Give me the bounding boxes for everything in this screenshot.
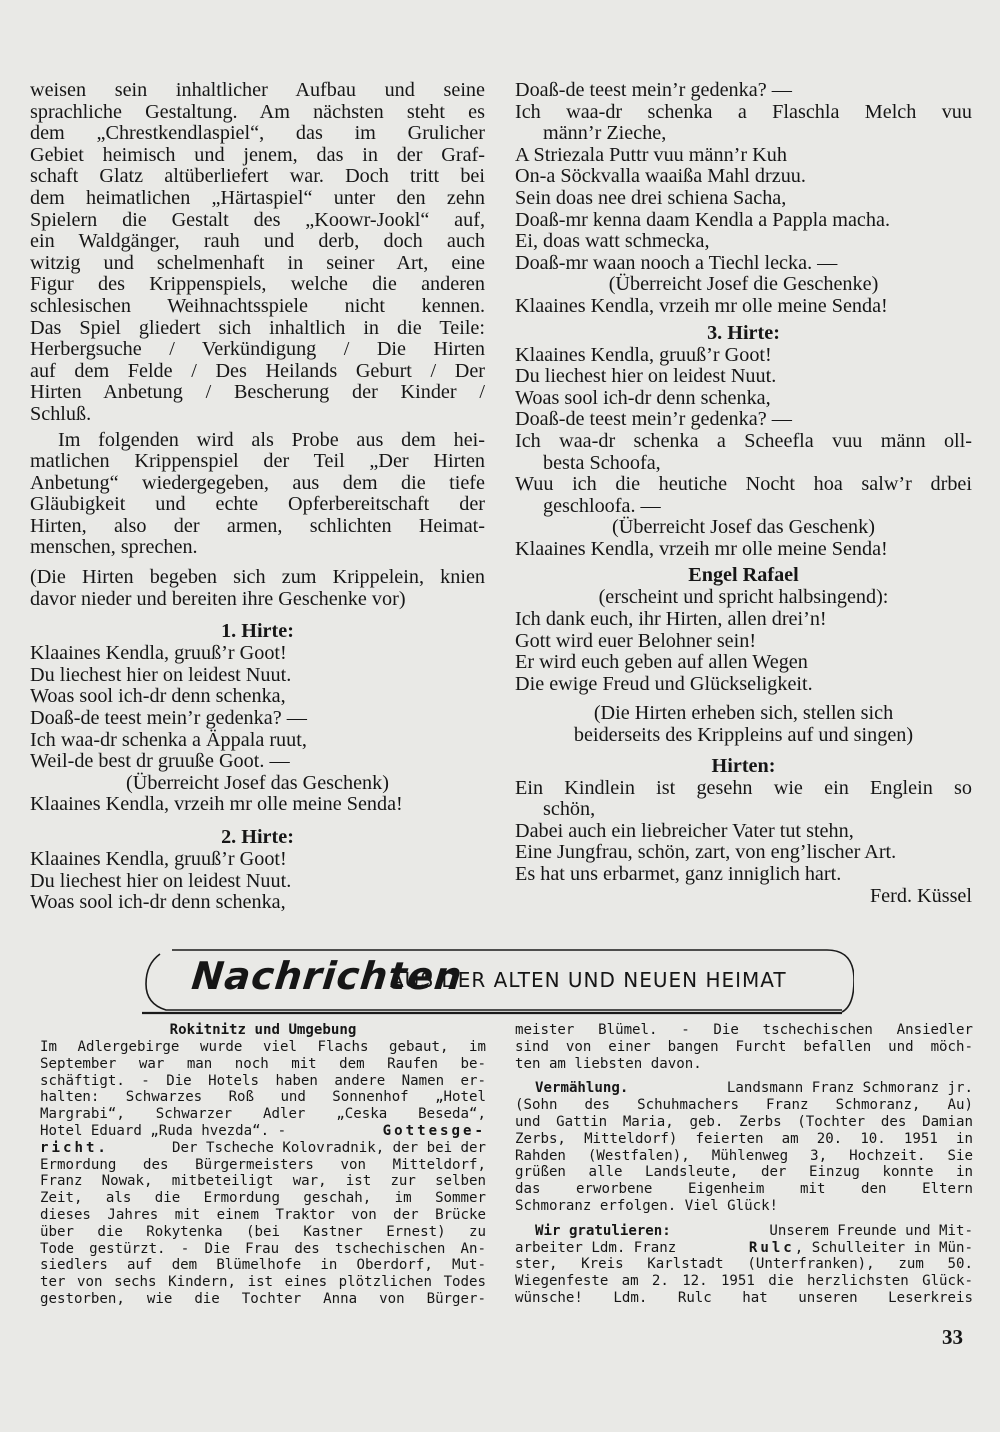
hirte-1-heading: 1. Hirte:: [221, 620, 294, 643]
news-emphasis: Rulc: [748, 1239, 795, 1256]
verse-line: Ich waa-dr schenka a Äppala ruut,: [30, 728, 307, 751]
news-line: ter von sechs Kindern, ist eines plötzlichen Todes: [40, 1274, 486, 1291]
stage-direction: [30, 567, 485, 610]
hirte-2-heading: 2. Hirte:: [221, 826, 294, 848]
news-line: Schmoranz erfolgen. Viel Glück!: [515, 1197, 779, 1214]
verse-line: Es hat uns erbarmet, ganz inniglich hart.: [515, 863, 842, 885]
verse-line: Doaß-de teest mein’r gedenka? —: [30, 707, 307, 730]
text-line: Schluß.: [30, 402, 92, 425]
news-line: halten: Schwarzes Roß und Sonnenhof „Hotel: [40, 1089, 486, 1106]
text-line: Das Spiel gliedert sich inhaltlich in die Teile:: [30, 316, 485, 339]
news-right-column: [515, 1022, 973, 1307]
verse-line: Klaaines Kendla, gruuß’r Goot!: [30, 848, 287, 870]
hirte-3-heading: 3. Hirte:: [707, 321, 780, 344]
news-line: ster, Kreis Karlstadt (Unterfranken), zum 50.: [515, 1256, 973, 1273]
verse-line: Doaß-mr waan nooch a Tiechl lecka. —: [515, 251, 838, 274]
text-line: Im folgenden wird als Probe aus dem hei-: [58, 428, 485, 451]
verse-line: Gott wird euer Belohner sein!: [515, 629, 757, 652]
hirte-3-verse: [515, 345, 972, 561]
news-line: sind von einer bangen Furcht befallen und möch-: [515, 1038, 973, 1055]
verse-line: Ich dank euch, ihr Hirten, allen drei’n!: [515, 608, 827, 631]
news-line: Zerbs, Mitteldorf) feierten am 20. 10. 1951 in: [515, 1130, 973, 1147]
article-right-column: [515, 80, 972, 907]
news-line: [515, 1240, 973, 1257]
news-text: , Schulleiter in Mün-: [794, 1239, 973, 1256]
stage-direction: (Überreicht Josef die Geschenke): [608, 273, 879, 296]
news-line: September war man noch mit dem Raufen be-: [40, 1055, 486, 1072]
verse-line: Ich waa-dr schenka a Scheefla vuu männ oll-: [515, 429, 972, 452]
hirten-song: [515, 778, 972, 908]
news-line: [515, 1080, 973, 1097]
news-line: siedlers auf dem Blümelhofe in Oberdorf, Mut-: [40, 1257, 486, 1274]
hirte-2-verse-end: [515, 80, 972, 318]
engel-verse: [515, 587, 972, 746]
news-line: grüßen alle Landsleute, der Einzug konnte in: [515, 1164, 973, 1181]
stage-direction: (Überreicht Josef das Geschenk): [612, 516, 875, 539]
text-line: ein Waldgänger, rauh und derb, doch auch: [30, 230, 485, 253]
author-signature: Ferd. Küssel: [869, 884, 972, 907]
news-line: [515, 1223, 973, 1240]
text-line: menschen, sprechen.: [30, 536, 198, 559]
text-line: Gebiet heimisch und jenem, das in der Graf-: [30, 143, 485, 166]
stage-direction: (Überreicht Josef das Geschenk): [126, 771, 389, 794]
text-line: Spielern die Gestalt des „Koowr-Jookl“ auf,: [30, 208, 485, 231]
text-line: Hirten Anbetung / Bescherung der Kinder /: [30, 381, 485, 404]
refrain-line: Klaaines Kendla, vrzeih mr olle meine Senda!: [30, 793, 403, 816]
page-number: 33: [942, 1325, 963, 1349]
verse-line: Ich waa-dr schenka a Flaschla Melch vuu: [515, 100, 972, 123]
verse-line: Ein Kindlein ist gesehn wie ein Englein so: [515, 776, 972, 799]
text-line: dem „Chrestkendlaspiel“, das im Grulicher: [30, 122, 485, 145]
stage-direction: (erscheint und spricht halbsingend):: [598, 586, 889, 609]
text-line: Figur des Krippenspiels, welche die anderen: [30, 273, 485, 296]
verse-line: Woas sool ich-dr denn schenka,: [30, 685, 286, 708]
news-line: über die Rokytenka (bei Kastner Ernest) zu: [40, 1223, 486, 1240]
news-line: und Gattin Maria, geb. Zerbs (Tochter des Damian: [515, 1113, 973, 1130]
engel-heading: Engel Rafael: [688, 564, 799, 587]
refrain-line: Klaaines Kendla, vrzeih mr olle meine Senda!: [515, 294, 888, 317]
news-text: Landsmann Franz Schmoranz jr.: [726, 1080, 973, 1097]
stage-direction: beiderseits des Krippleins auf und singen): [573, 724, 914, 747]
intro-paragraph-2: [30, 430, 485, 560]
verse-line: On-a Söckvalla waaißa Mahl drzuu.: [515, 165, 806, 188]
hirte-2-verse-start: [30, 849, 485, 914]
news-line: meister Blümel. - Die tschechischen Ansiedler: [515, 1022, 973, 1038]
verse-line: Ei, doas watt schmecka,: [515, 230, 710, 253]
text-line: sprachliche Gestaltung. Am nächsten steht es: [30, 100, 485, 123]
section-heading: Rokitnitz und Umgebung: [169, 1022, 357, 1038]
verse-line: Weil-de best dr gruuße Goot. —: [30, 750, 290, 773]
verse-line: Du liechest hier on leidest Nuut.: [515, 365, 777, 388]
verse-line: Eine Jungfrau, schön, zart, von eng’lischer Art.: [515, 841, 897, 864]
verse-line: A Striezala Puttr vuu männ’r Kuh: [515, 143, 787, 166]
news-line: Franz Nowak, mitbeteiligt war, ist zur selben: [40, 1173, 486, 1190]
verse-line: männ’r Zieche,: [543, 122, 667, 145]
stage-direction: (Die Hirten erheben sich, stellen sich: [593, 702, 894, 725]
verse-line: Er wird euch geben auf allen Wegen: [515, 651, 808, 674]
verse-line: Dabei auch ein liebreicher Vater tut stehn,: [515, 819, 854, 842]
verse-line: Doaß-mr kenna daam Kendla a Pappla macha.: [515, 208, 890, 231]
news-line: das erworbene Eigenheim mit den Eltern: [515, 1181, 973, 1198]
hirten-heading: Hirten:: [711, 754, 776, 777]
news-emphasis: richt.: [40, 1139, 109, 1156]
news-label: Vermählung.: [535, 1080, 629, 1097]
text-line: Hirten, also der armen, schlichten Heimat-: [30, 514, 485, 537]
banner-title: Nachrichten: [189, 954, 465, 998]
text-line: Gläubigkeit und echte Opferbereitschaft der: [30, 493, 485, 516]
news-line: Margrabi“, Schwarzer Adler „Ceska Beseda“,: [40, 1106, 486, 1123]
news-text: Hotel Eduard „Ruda hvezda“. -: [40, 1122, 287, 1139]
text-line: schlesischen Weihnachtsspiele nicht kennen.: [30, 294, 485, 317]
verse-line: Doaß-de teest mein’r gedenka? —: [515, 408, 792, 431]
verse-line: Woas sool ich-dr denn schenka,: [515, 386, 771, 409]
text-line: witzig und schelmenhaft in seiner Art, eine: [30, 251, 485, 274]
news-line: (Sohn des Schuhmachers Franz Schmoranz, Au): [515, 1097, 973, 1114]
text-line: (Die Hirten begeben sich zum Krippelein, knien: [30, 566, 485, 589]
news-line: Rahden (Westfalen), Mühlenweg 3, Hochzeit. Sie: [515, 1147, 973, 1164]
hirte-1-verse: [30, 643, 485, 816]
news-line: schäftigt. - Die Hotels haben andere Namen er-: [40, 1072, 486, 1089]
article-left-column: [30, 80, 485, 914]
verse-line: Wuu ich die heutiche Nocht hoa salw’r drbei: [515, 473, 972, 496]
news-line: [40, 1123, 486, 1140]
text-line: dem heimatlichen „Härtaspiel“ unter den zehn: [30, 186, 485, 209]
news-banner: [142, 944, 854, 1016]
news-text: Der Tscheche Kolovradnik, der bei der: [172, 1139, 486, 1156]
text-line: schaft Glatz altüberliefert war. Doch tritt bei: [30, 165, 485, 188]
news-line: Tode gestürzt. - Die Frau des tschechischen An-: [40, 1240, 486, 1257]
refrain-line: Klaaines Kendla, vrzeih mr olle meine Senda!: [515, 537, 888, 560]
text-line: Herbergsuche / Verkündigung / Die Hirten: [30, 338, 485, 361]
verse-line: Die ewige Freud und Glückseligkeit.: [515, 672, 813, 695]
verse-line: geschloofa. —: [543, 494, 661, 517]
news-left-column: [40, 1022, 486, 1308]
text-line: davor nieder und bereiten ihre Geschenke vor): [30, 587, 406, 610]
news-line: dieses Jahres mit einem Traktor von der Brücke: [40, 1206, 486, 1223]
news-line: Im Adlergebirge wurde viel Flachs gebaut, im: [40, 1039, 486, 1055]
verse-line: schön,: [543, 798, 596, 821]
news-line: gestorben, wie die Tochter Anna von Bürger-: [40, 1290, 486, 1307]
verse-line: Klaaines Kendla, gruuß’r Goot!: [30, 642, 287, 665]
intro-paragraph: [30, 80, 485, 426]
verse-line: Du liechest hier on leidest Nuut.: [30, 869, 292, 892]
verse-line: Du liechest hier on leidest Nuut.: [30, 663, 292, 686]
news-line: Wiegenfeste am 2. 12. 1951 die herzlichsten Glück-: [515, 1273, 973, 1290]
news-emphasis: Gottesge-: [382, 1122, 486, 1139]
verse-line: besta Schoofa,: [543, 451, 661, 474]
news-label: Wir gratulieren:: [535, 1222, 671, 1239]
verse-line: Klaaines Kendla, gruuß’r Goot!: [515, 343, 772, 366]
text-line: matlichen Krippenspiel der Teil „Der Hirten: [30, 450, 485, 473]
text-line: auf dem Felde / Des Heilands Geburt / Der: [30, 359, 485, 382]
text-line: Anbetung“ wiedergegeben, aus dem die tiefe: [30, 471, 485, 494]
news-line: [40, 1140, 486, 1157]
news-line: wünsche! Ldm. Rulc hat unseren Leserkreis: [515, 1289, 973, 1306]
news-line: Zeit, als die Ermordung geschah, im Sommer: [40, 1190, 486, 1207]
verse-line: Doaß-de teest mein’r gedenka? —: [515, 79, 792, 101]
news-text: Unserem Freunde und Mit-: [769, 1222, 973, 1239]
banner-subtitle: AUS DER ALTEN UND NEUEN HEIMAT: [390, 968, 787, 992]
text-line: weisen sein inhaltlicher Aufbau und seine: [30, 79, 485, 101]
verse-line: Sein doas nee drei schiena Sacha,: [515, 186, 787, 209]
verse-line: Woas sool ich-dr denn schenka,: [30, 891, 286, 914]
news-text: arbeiter Ldm. Franz: [515, 1239, 677, 1256]
news-line: ten am liebsten davon.: [515, 1055, 702, 1072]
news-line: Ermordung des Bürgermeisters von Mitteldorf,: [40, 1156, 486, 1173]
